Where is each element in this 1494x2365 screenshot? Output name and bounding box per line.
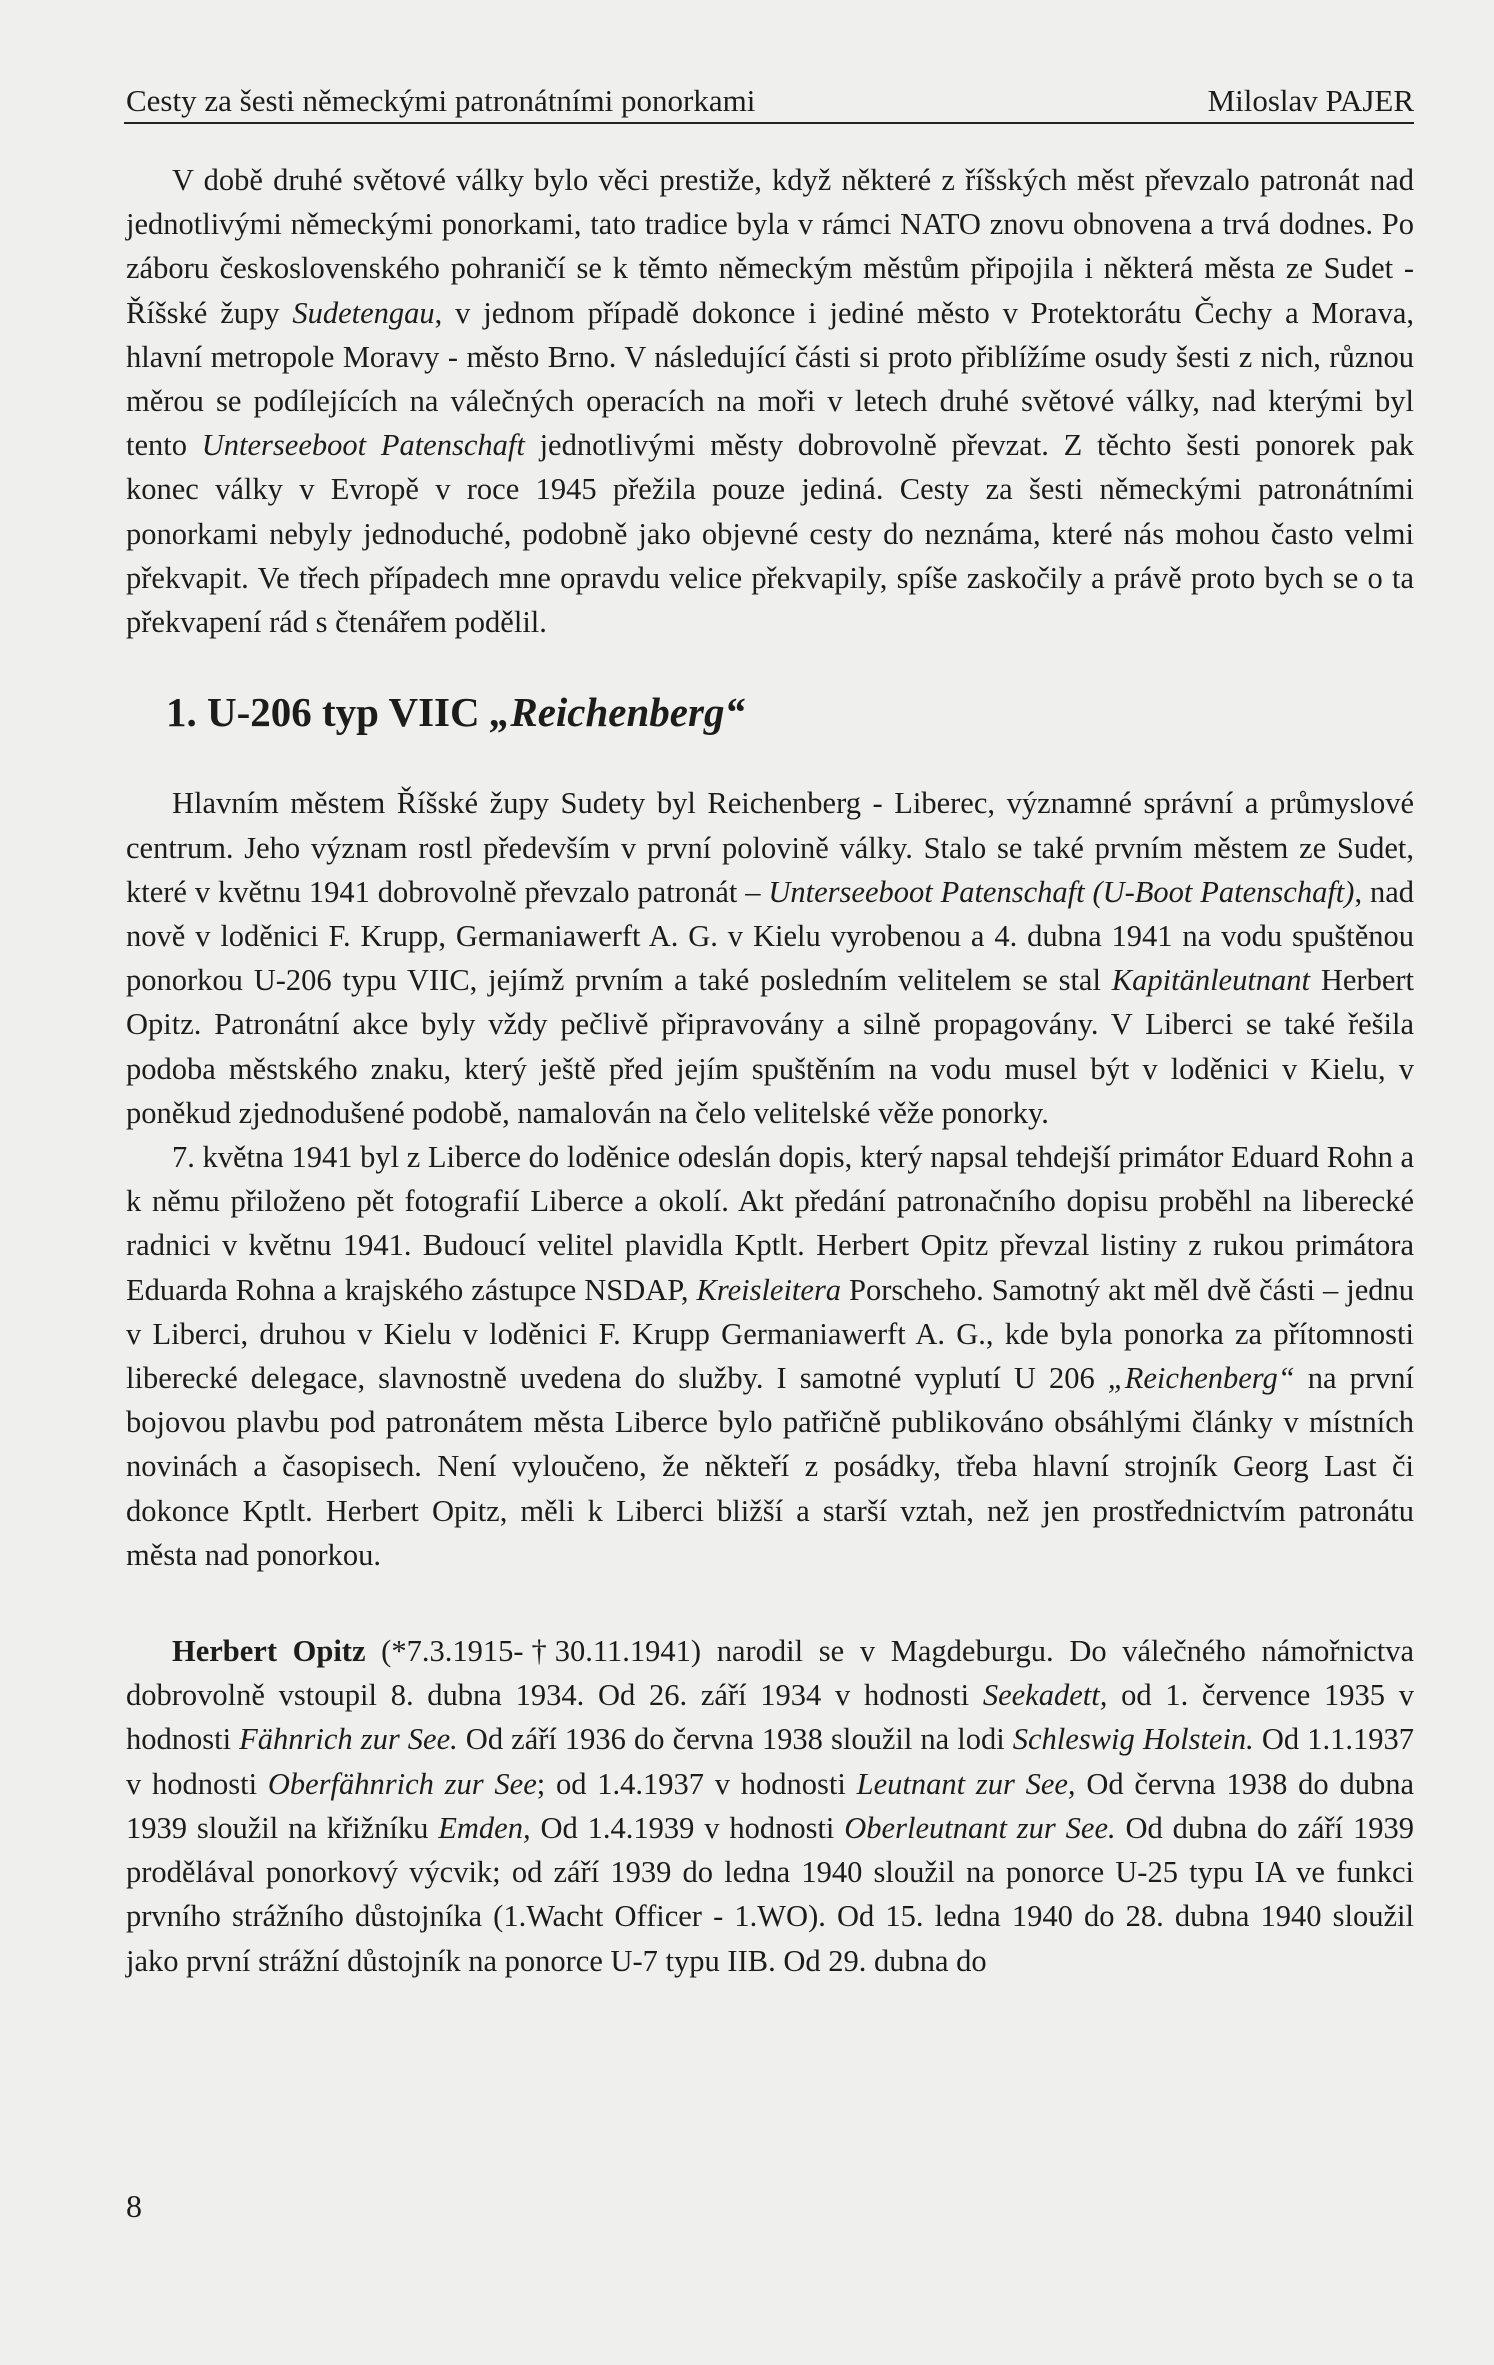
- intro-text-1: V době druhé světové války bylo věci prestiže, když některé z říšských měst převzalo patronát nad jednotlivými německými ponorkami, tato tradice byla v rámci NATO znovu obnovena a trvá dodnes. Po záboru československého pohraničí se k těmto německým městům připojila i některá města ze Sudet - Říšské župy: [126, 163, 1414, 330]
- running-head-title: Cesty za šesti německými patronátními ponorkami: [126, 83, 756, 118]
- para2-text-3: na první bojovou plavbu pod patronátem města Liberce bylo patřičně publikováno obsáhlými články v místních novinách a časopisech. Není vyloučeno, že někteří z posádky, třeba hlavní strojník Georg Last či dokonce Kptlt. Herbert Opitz, měli k Liberci bližší a starší vztah, než jen prostřednictvím patronátu města nad ponorkou.: [126, 1361, 1414, 1572]
- intro-term-sudetengau: Sudetengau: [292, 295, 435, 330]
- para2-text-2: Porscheho. Samotný akt měl dvě části – jednu v Liberci, druhou v Kielu v loděnici F. Krupp Germaniawerft A. G., kde byla ponorka za přítomnosti liberecké delegace, slavnostně uvedena do služby. I samotné vyplutí U 206: [126, 1272, 1414, 1396]
- para3-text-3: Od září 1936 do června 1938 sloužil na lodi: [457, 1722, 1013, 1757]
- para3-term-4: Oberfähnrich zur See: [267, 1766, 537, 1801]
- para1-term-1: Unterseeboot Patenschaft (U-Boot Patenschaft): [768, 874, 1355, 909]
- section-heading-number: 1. U-206 typ VIIC: [166, 689, 490, 736]
- intro-term-patenschaft: Unterseeboot Patenschaft: [201, 428, 525, 463]
- para3-text-5: ; od 1.4.1937 v hodnosti: [536, 1766, 857, 1801]
- paragraph-opitz: [126, 1629, 1414, 1983]
- running-head: [126, 72, 1414, 116]
- spacer: [126, 1577, 1414, 1629]
- running-head-author: Miloslav PAJER: [1207, 83, 1414, 118]
- para1-text-2: , nad nově v loděnici F. Krupp, Germaniawerft A. G. v Kielu vyrobenou a 4. dubna 1941 na vodu spuštěnou ponorkou U-206 typu VIIC, jejímž prvním a také posledním velitelem se stal: [126, 874, 1414, 998]
- para3-text-7: Od 1.4.1939 v hodnosti: [530, 1810, 845, 1845]
- para1-text-3: Herbert Opitz. Patronátní akce byly vždy pečlivě připravovány a silně propagovány. V Liberci se také řešila podoba městského znaku, který ještě před jejím spuštěním na vodu musel být v loděnici v Kielu, v poněkud zjednodušené podobě, namalován na čelo velitelské věže ponorky.: [126, 963, 1415, 1130]
- para3-term-7: Oberleutnant zur See.: [844, 1810, 1116, 1845]
- intro-text-3: jednotlivými městy dobrovolně převzat. Z těchto šesti ponorek pak konec války v Evropě v roce 1945 přežila pouze jediná. Cesty za šesti německými patronátními ponorkami nebyly jednoduché, podobně jako objevné cesty do neznáma, které nás mohou často velmi překvapit. Ve třech případech mne opravdu velice překvapily, spíše zaskočily a právě proto bych se o ta překvapení rád s čtenářem podělil.: [126, 428, 1414, 640]
- para3-text-8: Od dubna do září 1939 prodělával ponorkový výcvik; od září 1939 do ledna 1940 sloužil na ponorce U-25 typu IA ve funkci prvního strážního důstojníka (1.Wacht Officer - 1.WO). Od 15. ledna 1940 do 28. dubna 1940 sloužil jako první strážní důstojník na ponorce U-7 typu IIB. Od 29. dubna do: [126, 1810, 1414, 1978]
- paragraph-letter: [126, 1135, 1414, 1577]
- para1-text-1: Hlavním městem Říšské župy Sudety byl Reichenberg - Liberec, významné správní a průmyslové centrum. Jeho význam rostl především v první polovině války. Stalo se také prvním městem ze Sudet, které v květnu 1941 dobrovolně převzalo patronát –: [126, 786, 1414, 909]
- para1-term-2: Kapitänleutnant: [1111, 963, 1311, 998]
- para3-term-2: Fähnrich zur See.: [239, 1722, 458, 1757]
- para3-text-2: od 1. července 1935 v hodnosti: [126, 1678, 1415, 1757]
- section-heading-name: „Reichenberg“: [489, 689, 745, 736]
- para3-term-6: Emden,: [438, 1810, 531, 1845]
- paragraph-reichenberg: [126, 781, 1414, 1135]
- para3-text-1: (*7.3.1915-†30.11.1941) narodil se v Magdeburgu. Do válečného námořnictva dobrovolně vstoupil 8. dubna 1934. Od 26. září 1934 v hodnosti: [126, 1634, 1414, 1713]
- para3-term-1: Seekadett,: [982, 1678, 1108, 1713]
- para3-term-3: Schleswig Holstein.: [1012, 1722, 1254, 1757]
- spacer: [126, 644, 1414, 688]
- para2-text-1: 7. května 1941 byl z Liberce do loděnice odeslán dopis, který napsal tehdejší primátor Eduard Rohn a k němu přiloženo pět fotografií Liberce a okolí. Akt předání patronačního dopisu proběhl na liberecké radnici v květnu 1941. Budoucí velitel plavidla Kptlt. Herbert Opitz převzal listiny z rukou primátora Eduarda Rohna a krajského zástupce NSDAP,: [126, 1140, 1414, 1307]
- header-rule: [124, 122, 1414, 124]
- body-text: [126, 158, 1414, 1983]
- intro-text-2: , v jednom případě dokonce i jediné město v Protektorátu Čechy a Morava, hlavní metropole Moravy - město Brno. V následující části si proto přiblížíme osudy šesti z nich, různou měrou se podílejících na válečných operacích na moři v letech druhé světové války, nad kterými byl tento: [126, 295, 1414, 463]
- spacer: [126, 737, 1414, 781]
- para3-text-4: Od 1.1.1937 v hodnosti: [126, 1722, 1414, 1801]
- page-number: 8: [126, 2188, 142, 2224]
- para3-text-6: Od června 1938 do dubna 1939 sloužil na křižníku: [126, 1766, 1414, 1845]
- section-heading: [126, 688, 1414, 737]
- intro-paragraph: [126, 158, 1414, 644]
- para3-name: Herbert Opitz: [172, 1634, 366, 1669]
- para2-term-1: Kreisleitera: [696, 1272, 842, 1307]
- para3-term-5: Leutnant zur See,: [856, 1766, 1076, 1801]
- para2-term-2: „Reichenberg“: [1107, 1361, 1295, 1396]
